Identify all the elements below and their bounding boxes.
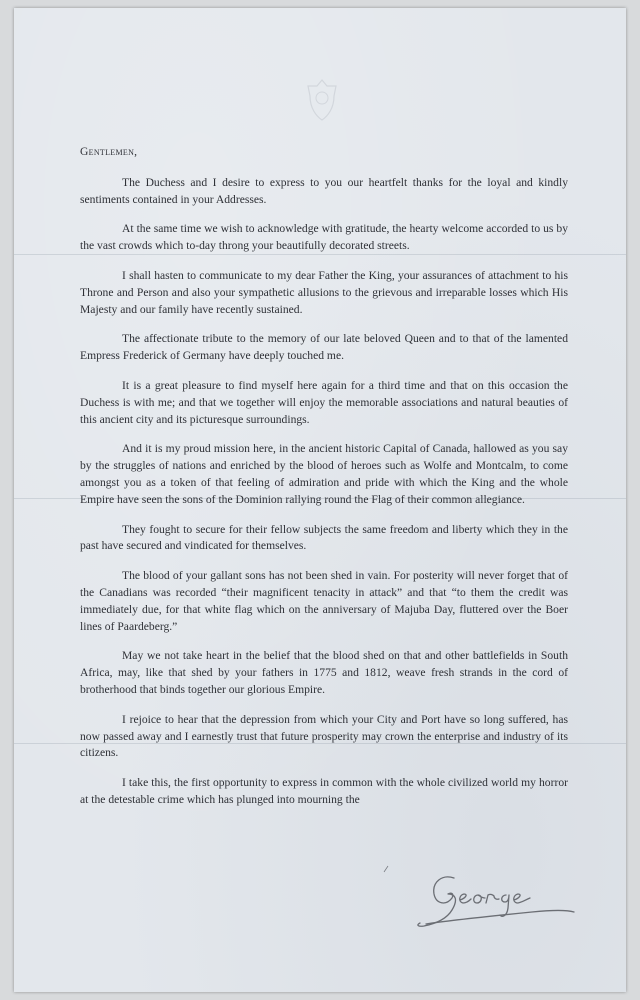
paragraph: They fought to secure for their fellow subjects the same freedom and liberty which they in the past have secured and vindicated for themselves.	[80, 522, 568, 553]
paragraph: May we not take heart in the belief that the blood shed on that and other battlefields in South Africa, may, like that shed by your fathers in 1775 and 1812, weave fresh strands in the cord of brotherhood that binds together our glorious Empire.	[80, 649, 568, 696]
salutation: Gentlemen,	[80, 145, 138, 158]
paragraph: And it is my proud mission here, in the ancient historic Capital of Canada, hallowed as you say by the struggles of nations and enriched by the blood of heroes such as Wolfe and Montcalm, to come amongst you as a token of that feeling of admiration and pride with which the King and the whole Empire have seen the sons of the Dominion rallying round the Flag of their common allegiance.	[80, 442, 568, 506]
pen-mark-icon	[382, 865, 390, 873]
letter-sheet	[14, 8, 626, 992]
paragraph: I rejoice to hear that the depression from which your City and Port have so long suffered, has now passed away and I earnestly trust that future prosperity may crown the enterprise and industry of its citizens.	[80, 712, 568, 760]
signature	[412, 866, 582, 936]
paragraph: I shall hasten to communicate to my dear Father the King, your assurances of attachment to his Throne and Person and also your sympathetic allusions to the grievous and irreparable losses which His Majesty and our family have recently sustained.	[80, 268, 568, 316]
paragraph: The Duchess and I desire to express to you our heartfelt thanks for the loyal and kindly sentiments contained in your Addresses.	[80, 175, 568, 206]
paragraph: It is a great pleasure to find myself here again for a third time and that on this occasion the Duchess is with me; and that we together will enjoy the memorable associations and natural beauties of this ancient city and its picturesque surroundings.	[80, 378, 568, 426]
paragraph: The blood of your gallant sons has not been shed in vain. For posterity will never forget that of the Canadians was recorded “their magnificent tenacity in attack” and that “to them the credit was immediately due, for that white flag which on the anniversary of Majuba Day, fluttered over the Boer lines of Paardeberg.”	[80, 569, 568, 633]
embossed-crest-icon	[303, 78, 341, 122]
signature-george-icon	[412, 866, 582, 936]
letter-body	[80, 144, 568, 822]
paragraph: The affectionate tribute to the memory of our late beloved Queen and to that of the lamented Empress Frederick of Germany have deeply touched me.	[80, 332, 568, 363]
paragraph: At the same time we wish to acknowledge with gratitude, the hearty welcome accorded to us by the vast crowds which to-day throng your beautifully decorated streets.	[80, 222, 568, 253]
paragraph: I take this, the first opportunity to express in common with the whole civilized world my horror at the detestable crime which has plunged into mourning the	[80, 776, 568, 806]
